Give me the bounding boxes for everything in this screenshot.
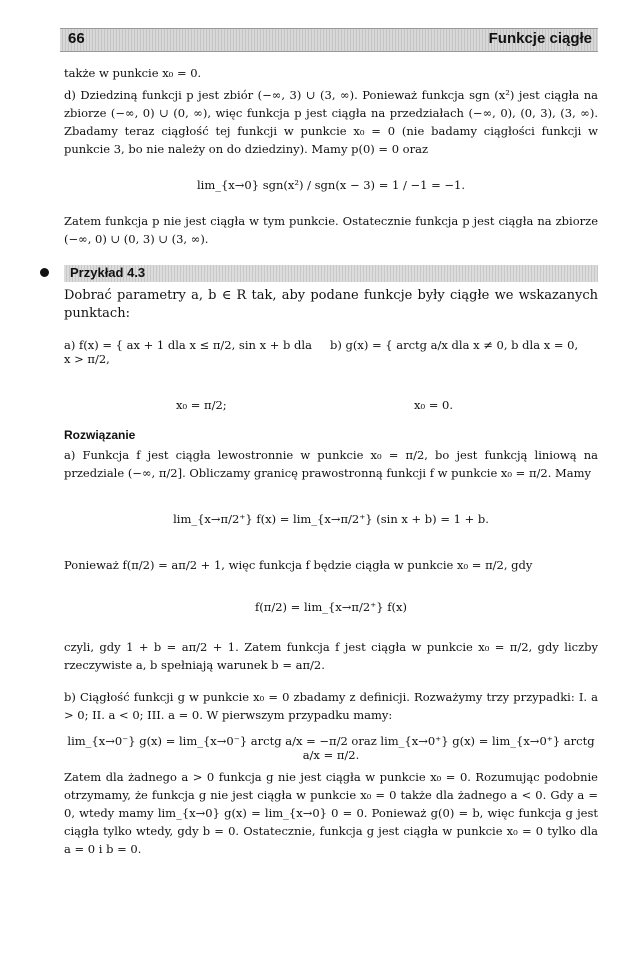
example-task: Dobrać parametry a, b ∈ R tak, aby podane funkcje były ciągłe we wskazanych punktach:	[64, 288, 598, 321]
equation-limit-sgn: lim_{x→0} sgn(x²) / sgn(x − 3) = 1 / −1 = −1.	[196, 178, 465, 192]
solution-part-b-1: b) Ciągłość funkcji g w punkcie x₀ = 0 zbadamy z definicji. Rozważymy trzy przypadki: I. a > 0; II. a < 0; III. a = 0. W pierwszym przypadku mamy:	[64, 690, 598, 722]
paragraph-intro: także w punkcie x₀ = 0.	[64, 66, 202, 80]
page-header	[60, 28, 598, 52]
equation-right-limit: lim_{x→π/2⁺} f(x) = lim_{x→π/2⁺} (sin x + b) = 1 + b.	[173, 512, 489, 526]
solution-part-a-2: Ponieważ f(π/2) = aπ/2 + 1, więc funkcja f będzie ciągła w punkcie x₀ = π/2, gdy	[64, 558, 533, 572]
equation-continuity-condition: f(π/2) = lim_{x→π/2⁺} f(x)	[255, 600, 407, 614]
solution-part-a-1: a) Funkcja f jest ciągła lewostronnie w punkcie x₀ = π/2, bo jest funkcją liniową na przedziale (−∞, π/2]. Obliczamy granicę prawostronną funkcji f w punkcie x₀ = π/2. Mamy	[64, 448, 598, 480]
paragraph-conclusion: Zatem funkcja p nie jest ciągła w tym punkcie. Ostatecznie funkcja p jest ciągła na zbiorze (−∞, 0) ∪ (0, 3) ∪ (3, ∞).	[64, 214, 598, 246]
example-header	[64, 265, 598, 282]
equation-one-sided-limits: lim_{x→0⁻} g(x) = lim_{x→0⁻} arctg a/x = −π/2 oraz lim_{x→0⁺} g(x) = lim_{x→0⁺} arctg a/x = π/2.	[67, 734, 595, 762]
page-number: 66	[68, 30, 85, 47]
solution-part-b-2: Zatem dla żadnego a > 0 funkcja g nie jest ciągła w punkcie x₀ = 0. Rozumując podobnie otrzymamy, że funkcja g nie jest ciągła w punkcie x₀ = 0 także dla żadnego a < 0. Gdy a = 0, wtedy mamy lim_{x→0} g(x) = lim_{x→0} 0 = 0. Ponieważ g(0) = b, więc funkcja g jest ciągła tylko wtedy, gdy b = 0. Ostatecznie, funkcja g jest ciągła w punkcie x₀ = 0 tylko dla a = 0 i b = 0.	[64, 770, 598, 856]
point-g: x₀ = 0.	[414, 398, 454, 412]
solution-part-a-3: czyli, gdy 1 + b = aπ/2 + 1. Zatem funkcja f jest ciągła w punkcie x₀ = π/2, gdy liczby rzeczywiste a, b spełniają warunek b = aπ/2.	[64, 640, 598, 672]
bullet-icon	[40, 268, 49, 277]
paragraph-d: d) Dziedziną funkcji p jest zbiór (−∞, 3) ∪ (3, ∞). Ponieważ funkcja sgn (x²) jest ciągła na zbiorze (−∞, 0) ∪ (0, ∞), więc funkcja p jest ciągła na przedziałach (−∞, 0), (0, 3), (3, ∞). Zbadamy teraz ciągłość tej funkcji w punkcie x₀ = 0 (nie badamy ciągłości funkcji w punkcie 3, bo nie należy on do dziedziny). Mamy p(0) = 0 oraz	[64, 88, 598, 156]
function-g-definition: b) g(x) = { arctg a/x dla x ≠ 0, b dla x = 0,	[330, 338, 579, 352]
point-f: x₀ = π/2;	[176, 398, 227, 412]
solution-heading: Rozwiązanie	[64, 428, 136, 442]
example-title: Przykład 4.3	[70, 265, 146, 280]
function-f-definition: a) f(x) = { ax + 1 dla x ≤ π/2, sin x + b dla x > π/2,	[64, 338, 312, 366]
chapter-title: Funkcje ciągłe	[488, 30, 592, 47]
